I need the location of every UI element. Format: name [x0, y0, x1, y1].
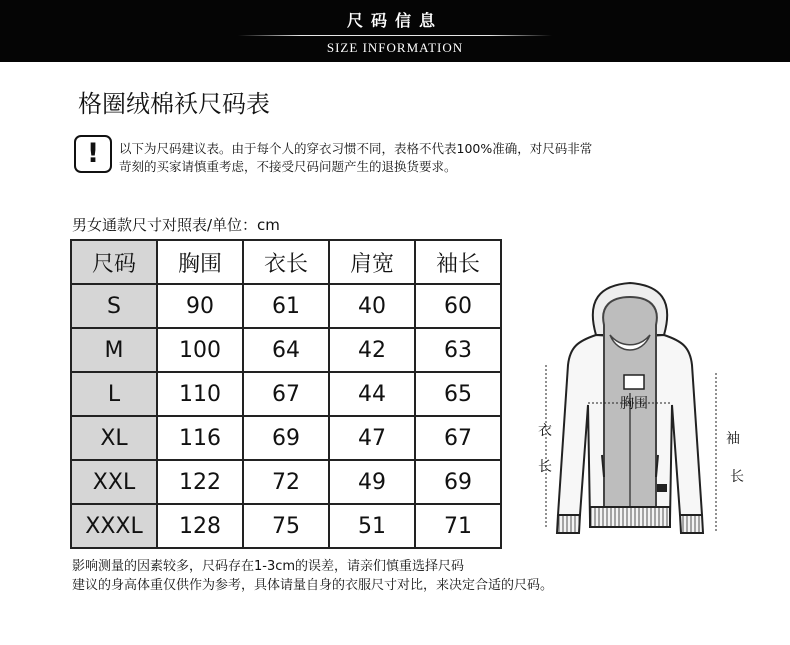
size-cell: M: [71, 328, 157, 372]
sleeve-cell: 67: [415, 416, 501, 460]
sleeve-cell: 63: [415, 328, 501, 372]
jacket-diagram: [530, 275, 770, 540]
sleeve-cell: 69: [415, 460, 501, 504]
chest-label: 胸围: [620, 396, 648, 412]
sleeve-cell: 71: [415, 504, 501, 548]
header-cell: 尺码: [71, 240, 157, 284]
table-row: [71, 284, 501, 328]
size-cell: XXL: [71, 460, 157, 504]
exclamation-icon: !: [74, 135, 112, 173]
length-cell: 67: [243, 372, 329, 416]
header-cell: 衣长: [243, 240, 329, 284]
table-caption: 男女通款尺寸对照表/单位：cm: [72, 216, 280, 234]
sleeve-cell: 65: [415, 372, 501, 416]
notice-line-1: 以下为尺码建议表。由于每个人的穿衣习惯不同，表格不代表100%准确，对尺码非常: [119, 141, 593, 156]
size-cell: XXXL: [71, 504, 157, 548]
table-header-row: [71, 240, 501, 284]
shoulder-cell: 49: [329, 460, 415, 504]
chest-cell: 110: [157, 372, 243, 416]
banner-title: 尺码信息: [346, 11, 443, 30]
notice-line-2: 苛刻的买家请慎重考虑，不接受尺码问题产生的退换货要求。: [119, 159, 457, 174]
banner-divider: [238, 35, 552, 36]
length-cell: 69: [243, 416, 329, 460]
table-row: [71, 416, 501, 460]
table-row: [71, 504, 501, 548]
shoulder-cell: 44: [329, 372, 415, 416]
length-cell: 64: [243, 328, 329, 372]
banner-subtitle: SIZE INFORMATION: [326, 40, 464, 55]
header-cell: 肩宽: [329, 240, 415, 284]
chest-cell: 116: [157, 416, 243, 460]
size-cell: L: [71, 372, 157, 416]
header-cell: 袖长: [415, 240, 501, 284]
header-banner: [0, 0, 790, 62]
header-cell: 胸围: [157, 240, 243, 284]
page-title: 格圈绒棉袄尺码表: [78, 90, 270, 118]
chest-cell: 128: [157, 504, 243, 548]
length-label-1: 衣: [538, 423, 552, 439]
chest-cell: 100: [157, 328, 243, 372]
sleeve-cell: 60: [415, 284, 501, 328]
note-line-2: 建议的身高体重仅供作为参考，具体请量自身的衣服尺寸对比，来决定合适的尺码。: [72, 578, 554, 593]
chest-cell: 90: [157, 284, 243, 328]
sleeve-label-2: 长: [730, 469, 744, 485]
length-label-2: 长: [538, 459, 552, 475]
size-cell: S: [71, 284, 157, 328]
table-row: [71, 372, 501, 416]
shoulder-cell: 51: [329, 504, 415, 548]
size-cell: XL: [71, 416, 157, 460]
length-cell: 75: [243, 504, 329, 548]
chest-cell: 122: [157, 460, 243, 504]
length-cell: 72: [243, 460, 329, 504]
table-row: [71, 460, 501, 504]
table-row: [71, 328, 501, 372]
shoulder-cell: 40: [329, 284, 415, 328]
shoulder-cell: 47: [329, 416, 415, 460]
note-line-1: 影响测量的因素较多，尺码存在1-3cm的误差，请亲们慎重选择尺码: [72, 559, 465, 574]
shoulder-cell: 42: [329, 328, 415, 372]
size-table: [70, 239, 502, 549]
sleeve-label-1: 袖: [726, 431, 740, 447]
length-cell: 61: [243, 284, 329, 328]
